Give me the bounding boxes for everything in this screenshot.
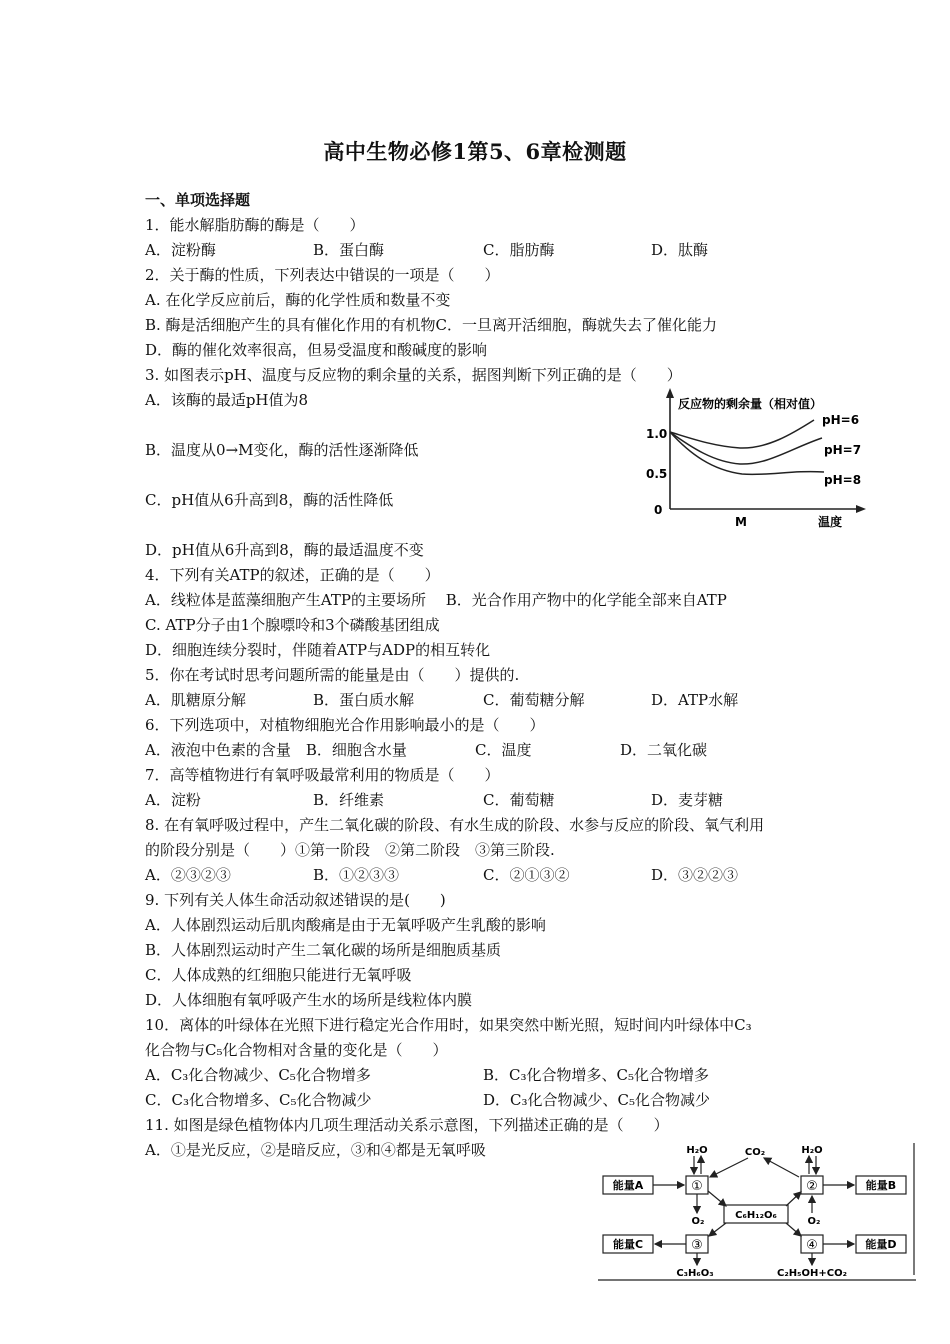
question-1-stem: 1．能水解脂肪酶的酶是（ ） <box>145 216 365 234</box>
question-9-option-b: B．人体剧烈运动时产生二氧化碳的场所是细胞质基质 <box>145 941 502 959</box>
option-d: D．肽酶 <box>651 241 709 259</box>
option-d: D．ATP水解 <box>651 691 739 709</box>
legend-ph-7: pH=7 <box>824 443 862 457</box>
curve-ph-6 <box>670 420 814 448</box>
question-10-stem-line1: 10．离体的叶绿体在光照下进行稳定光合作用时，如果突然中断光照，短时间内叶绿体中C₃ <box>145 1016 752 1034</box>
page-title: 高中生物必修1第5、6章检测题 <box>323 139 627 164</box>
option-b: B．蛋白酶 <box>313 241 385 259</box>
energy-d-label: 能量D <box>865 1238 897 1251</box>
process-3-label: ③ <box>691 1238 703 1253</box>
question-10-options-ab <box>145 1065 709 1085</box>
x-tick-m: M <box>735 515 747 529</box>
energy-b-label: 能量B <box>865 1179 897 1192</box>
question-4-option-ab: A．线粒体是蓝藻细胞产生ATP的主要场所 B．光合作用产物中的化学能全部来自ATP <box>145 591 727 609</box>
oxygen-2-label: O₂ <box>807 1216 821 1227</box>
question-3-option-c: C．pH值从6升高到8，酶的活性降低 <box>145 491 394 509</box>
x-axis-arrow <box>856 505 866 513</box>
energy-a-label: 能量A <box>612 1179 644 1192</box>
question-3-option-b: B．温度从0→M变化，酶的活性逐渐降低 <box>145 441 419 459</box>
arrow-glucose-to-2 <box>786 1192 801 1206</box>
option-b: B．纤维素 <box>313 791 385 809</box>
question-6-options <box>145 740 707 760</box>
section-heading: 一、单项选择题 <box>145 191 251 209</box>
question-3-option-d: D．pH值从6升高到8，酶的最适温度不变 <box>145 541 424 559</box>
option-d: D．麦芽糖 <box>651 791 724 809</box>
question-2-option-a: A. 在化学反应前后，酶的化学性质和数量不变 <box>145 291 451 309</box>
option-a: A．淀粉酶 <box>145 241 216 259</box>
glucose-label: C₆H₁₂O₆ <box>735 1210 777 1221</box>
arrow-to-glucose <box>708 1191 726 1206</box>
question-7-options <box>145 790 723 810</box>
option-ab: A．液泡中色素的含量 B．细胞含水量 <box>145 741 407 759</box>
question-8-stem-line2: 的阶段分别是（ ）①第一阶段 ②第二阶段 ③第三阶段. <box>145 841 555 859</box>
question-6-stem: 6．下列选项中，对植物细胞光合作用影响最小的是（ ） <box>145 716 545 734</box>
option-a: A．淀粉 <box>145 791 201 809</box>
question-3-option-a: A．该酶的最适pH值为8 <box>145 391 309 409</box>
question-9-stem: 9. 下列有关人体生命活动叙述错误的是( ) <box>145 891 446 909</box>
legend-ph-6: pH=6 <box>822 413 860 427</box>
option-d: D．③②②③ <box>651 866 739 884</box>
question-4-stem: 4．下列有关ATP的叙述，正确的是（ ） <box>145 566 440 584</box>
y-tick-1: 1.0 <box>646 427 668 441</box>
process-1-label: ① <box>691 1179 703 1194</box>
question-2-stem: 2．关于酶的性质，下列表达中错误的一项是（ ） <box>145 266 500 284</box>
option-c: C．C₃化合物增多、C₅化合物减少 <box>145 1091 372 1109</box>
question-10-stem-line2: 化合物与C₅化合物相对含量的变化是（ ） <box>145 1041 448 1059</box>
arrow-co2-in <box>710 1158 748 1177</box>
oxygen-1-label: O₂ <box>691 1216 705 1227</box>
water-2-label: H₂O <box>801 1145 823 1156</box>
question-1-options <box>145 240 708 260</box>
question-5-options <box>145 690 738 710</box>
option-b: B．C₃化合物增多、C₅化合物增多 <box>483 1066 710 1084</box>
option-c: C．脂肪酶 <box>483 241 555 259</box>
option-c: C．葡萄糖 <box>483 791 555 809</box>
question-7-stem: 7．高等植物进行有氧呼吸最常利用的物质是（ ） <box>145 766 500 784</box>
arrow-glucose-to-4 <box>786 1223 801 1236</box>
legend-ph-8: pH=8 <box>824 473 862 487</box>
option-a: A．C₃化合物减少、C₅化合物增多 <box>145 1066 371 1084</box>
y-tick-0: 0 <box>654 503 663 517</box>
option-b: B．①②③③ <box>313 866 400 884</box>
question-9-option-a: A．人体剧烈运动后肌肉酸痛是由于无氧呼吸产生乳酸的影响 <box>145 916 546 934</box>
option-c: C．②①③② <box>483 866 570 884</box>
chart-x-label: 温度 <box>818 515 843 529</box>
question-2-option-bc: B. 酶是活细胞产生的具有催化作用的有机物C．一旦离开活细胞，酶就失去了催化能力 <box>145 316 718 334</box>
question-11-option-a: A．①是光反应，②是暗反应，③和④都是无氧呼吸 <box>145 1141 486 1159</box>
physiology-relationship-diagram <box>598 1143 916 1283</box>
option-c: C．温度 <box>475 741 532 759</box>
option-d: D．二氧化碳 <box>620 741 708 759</box>
arrow-glucose-to-3 <box>709 1223 726 1236</box>
y-tick-0.5: 0.5 <box>646 467 668 481</box>
process-4-label: ④ <box>806 1238 818 1253</box>
chart-y-label: 反应物的剩余量（相对值） <box>678 397 823 411</box>
option-c: C．葡萄糖分解 <box>483 691 585 709</box>
option-a: A．肌糖原分解 <box>145 691 246 709</box>
water-1-label: H₂O <box>686 1145 708 1156</box>
question-2-option-d: D．酶的催化效率很高，但易受温度和酸碱度的影响 <box>145 341 488 359</box>
arrow-co2-out <box>764 1158 799 1177</box>
option-a: A．②③②③ <box>145 866 231 884</box>
y-axis-arrow <box>666 388 674 398</box>
question-10-options-cd <box>145 1090 710 1110</box>
question-9-option-c: C．人体成熟的红细胞只能进行无氧呼吸 <box>145 966 412 984</box>
question-4-option-c: C. ATP分子由1个腺嘌呤和3个磷酸基团组成 <box>145 616 440 634</box>
question-11-stem: 11. 如图是绿色植物体内几项生理活动关系示意图，下列描述正确的是（ ） <box>145 1116 669 1134</box>
question-3-stem: 3. 如图表示pH、温度与反应物的剩余量的关系，据图判断下列正确的是（ ） <box>145 366 682 384</box>
process-2-label: ② <box>806 1179 818 1194</box>
lactic-acid-label: C₃H₆O₃ <box>676 1268 714 1279</box>
question-5-stem: 5．你在考试时思考问题所需的能量是由（ ）提供的. <box>145 666 520 684</box>
question-8-options <box>145 865 738 885</box>
co2-label: CO₂ <box>744 1147 766 1158</box>
option-d: D．C₃化合物减少、C₅化合物减少 <box>483 1091 711 1109</box>
question-9-option-d: D．人体细胞有氧呼吸产生水的场所是线粒体内膜 <box>145 991 473 1009</box>
option-b: B．蛋白质水解 <box>313 691 415 709</box>
energy-c-label: 能量C <box>612 1238 644 1251</box>
question-4-option-d: D．细胞连续分裂时，伴随着ATP与ADP的相互转化 <box>145 641 491 659</box>
ph-temperature-chart <box>642 386 868 534</box>
ethanol-co2-label: C₂H₅OH+CO₂ <box>777 1268 847 1279</box>
question-8-stem-line1: 8. 在有氧呼吸过程中，产生二氧化碳的阶段、有水生成的阶段、水参与反应的阶段、氧气利用 <box>145 816 765 834</box>
